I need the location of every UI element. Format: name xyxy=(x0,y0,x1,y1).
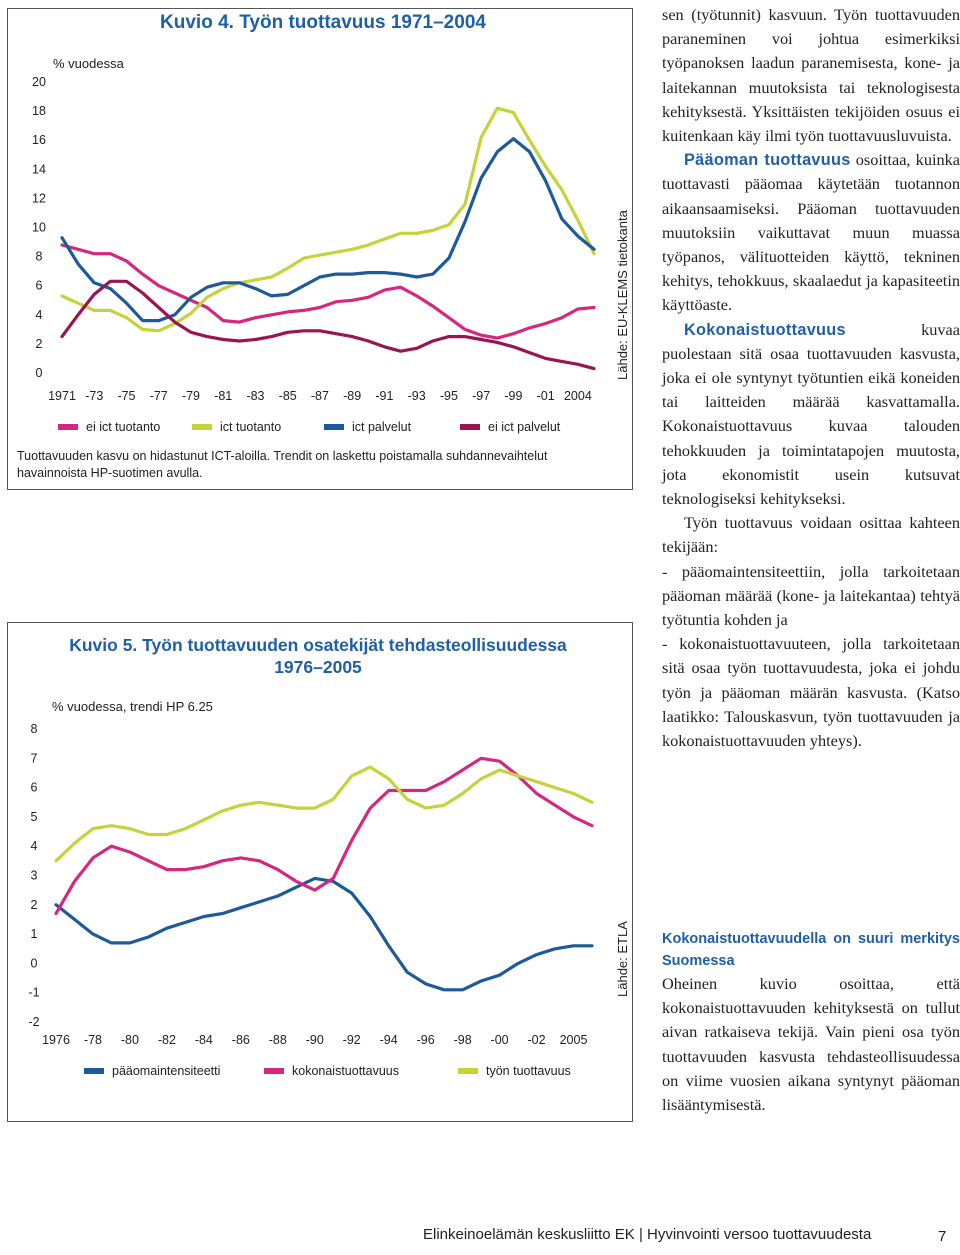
figure-2-title-years: 1976–2005 xyxy=(274,657,362,677)
paragraph-1: sen (työtunnit) kasvuun. Työn tuottavuuden paraneminen voi johtua esimerkiksi työpanoksen laadun paranemisesta, kone- ja laitekannan muutoksista tai teknologisesta kehityksestä. Yksittäisten tekijöiden osuus ei kuitenkaan käy ilmi työn tuottavuusluvuista. xyxy=(662,5,960,146)
paragraph-5: - pääomaintensiteettiin, jolla tarkoitetaan pääoman määrää (kone- ja laitekantaa) tehtyä työtuntia kohden ja xyxy=(662,561,960,630)
y-tick-label: 6 xyxy=(35,278,43,293)
y-tick-label: 4 xyxy=(30,839,38,854)
figure-2-ylabel: % vuodessa, trendi HP 6.25 xyxy=(52,699,213,714)
x-tick-label: -02 xyxy=(527,1033,546,1047)
figure-2-frame xyxy=(7,622,633,1122)
legend-item-kokonaistuottavuus xyxy=(264,1064,399,1078)
legend-item-paaomaintensiteetti xyxy=(84,1064,220,1078)
series-line-1 xyxy=(56,878,592,989)
legend-label: kokonaistuottavuus xyxy=(292,1064,400,1078)
y-tick-label: 18 xyxy=(32,104,46,119)
x-tick-label: -99 xyxy=(504,389,523,403)
text-column-bottom xyxy=(662,928,960,1117)
y-tick-label: 8 xyxy=(35,249,43,264)
y-tick-label: -2 xyxy=(28,1015,40,1029)
legend-label: ei ict palvelut xyxy=(488,420,561,434)
x-tick-label: -78 xyxy=(83,1033,103,1047)
x-tick-label: 1976 xyxy=(42,1033,70,1047)
legend-swatch xyxy=(58,424,78,430)
legend-item-ei-ict-tuotanto xyxy=(58,420,160,434)
y-tick-label: 20 xyxy=(32,75,46,89)
legend-swatch xyxy=(192,424,212,430)
paragraph-7: Oheinen kuvio osoittaa, että kokonaistuottavuuden kehityksestä on tullut aivan ratkaiseva tekijä. Vain pieni osa työn tuottavuuden kasvusta tehdasteollisuudessa on viime vuosien aikana syntynyt pääoman lisääntymisestä. xyxy=(662,974,960,1115)
y-tick-label: 5 xyxy=(30,809,38,824)
legend-label: työn tuottavuus xyxy=(486,1064,571,1078)
paragraph-2 xyxy=(662,148,960,317)
figure-1-frame xyxy=(7,8,633,490)
series-line-3 xyxy=(56,767,592,861)
legend-label: ict palvelut xyxy=(352,420,412,434)
x-tick-label: -91 xyxy=(375,389,394,403)
legend-item-ict-palvelut xyxy=(324,420,411,434)
x-tick-label: 1971 xyxy=(48,389,76,403)
x-tick-label: -84 xyxy=(194,1033,213,1047)
x-tick-label: -94 xyxy=(379,1033,398,1047)
x-tick-label: -97 xyxy=(472,389,491,403)
y-tick-label: 7 xyxy=(30,751,38,766)
footer-text: Elinkeinoelämän keskusliitto EK | Hyvinvointi versoo tuottavuudesta xyxy=(423,1226,872,1243)
y-tick-label: 6 xyxy=(30,780,38,795)
x-tick-label: -93 xyxy=(407,389,426,403)
x-tick-label: -73 xyxy=(85,389,104,403)
figure-1-title: Kuvio 4. Työn tuottavuus 1971–2004 xyxy=(160,12,486,33)
paragraph-3 xyxy=(662,318,960,512)
x-tick-label: -95 xyxy=(439,389,458,403)
paragraph-3-body: kuvaa puolestaan sitä osaa tuottavuuden kasvusta, joka ei ole syntynyt työtuntien eikä koneiden tai laitteiden määrää kasvattamalla. Kokonaistuottavuus kuvaa talouden tehokkuuden ja toimintatapojen muutosta, jota ekonomistit usein kutsuvat teknologiseksi kehitykseksi. xyxy=(662,319,960,509)
x-tick-label: -96 xyxy=(416,1033,435,1047)
x-tick-label: 2004 xyxy=(563,389,592,403)
figure-1-ylabel: % vuodessa xyxy=(53,56,124,71)
series-line-4 xyxy=(62,281,594,368)
figure-1-plot xyxy=(8,9,632,409)
x-tick-label: -80 xyxy=(120,1033,139,1047)
legend-label: ict tuotanto xyxy=(220,420,282,434)
series-line-2 xyxy=(56,758,592,913)
x-tick-label: -89 xyxy=(343,389,362,403)
legend-label: pääomaintensiteetti xyxy=(112,1064,221,1078)
y-tick-label: -1 xyxy=(28,985,40,1000)
x-tick-label: -83 xyxy=(246,389,265,403)
y-tick-label: 16 xyxy=(32,133,46,148)
y-tick-label: 2 xyxy=(30,897,38,912)
x-tick-label: -79 xyxy=(181,389,201,403)
x-tick-label: -75 xyxy=(117,389,136,403)
legend-item-ei-ict-palvelut xyxy=(460,420,560,434)
source-label: Lähde: ETLA xyxy=(615,921,630,997)
paragraph-4: Työn tuottavuus voidaan osittaa kahteen tekijään: xyxy=(662,513,960,557)
y-tick-label: 10 xyxy=(32,220,46,235)
term-paaoman-tuottavuus: Pääoman tuottavuus xyxy=(684,151,851,170)
legend-swatch xyxy=(324,424,344,430)
x-tick-label: -87 xyxy=(310,389,329,403)
x-tick-label: -01 xyxy=(536,389,555,403)
x-tick-label: -98 xyxy=(453,1033,472,1047)
y-tick-label: 4 xyxy=(35,307,43,322)
figure-2-title: Kuvio 5. Työn tuottavuuden osatekijät tehdasteollisuudessa xyxy=(69,635,567,655)
x-tick-label: -81 xyxy=(214,389,233,403)
figure-1-note: Tuottavuuden kasvu on hidastunut ICT-aloilla. Trendit on laskettu poistamalla suhdannevaihtelut havainnoista HP-suotimen avulla. xyxy=(17,449,548,480)
source-label: Lähde: EU-KLEMS tietokanta xyxy=(615,210,630,380)
x-tick-label: -77 xyxy=(149,389,168,403)
x-tick-label: -92 xyxy=(342,1033,361,1047)
x-tick-label: -82 xyxy=(157,1033,176,1047)
x-tick-label: -90 xyxy=(305,1033,324,1047)
term-kokonaistuottavuus: Kokonaistuottavuus xyxy=(684,320,846,339)
section-heading: Kokonaistuottavuudella on suuri merkitys Suomessa xyxy=(662,931,960,969)
y-tick-label: 14 xyxy=(32,162,46,177)
legend-item-ict-tuotanto xyxy=(192,420,281,434)
x-tick-label: -85 xyxy=(278,389,297,403)
y-tick-label: 8 xyxy=(30,722,38,736)
legend-label: ei ict tuotanto xyxy=(86,420,161,434)
paragraph-2-body: osoittaa, kuinka tuottavasti pääomaa käytetään tuotannon aikaansaamiseksi. Pääoman tuottavuuden muutoksiin vaikuttavat muun muassa työpanos, välituotteiden käyttö, tekninen kehitys, tehokkuus, skaalaedut ja kapasiteetin käyttöaste. xyxy=(662,150,960,315)
page-number: 7 xyxy=(938,1228,947,1245)
y-tick-label: 0 xyxy=(35,366,43,380)
y-tick-label: 3 xyxy=(30,868,38,883)
y-tick-label: 0 xyxy=(30,956,38,971)
x-tick-label: -86 xyxy=(231,1033,250,1047)
x-tick-label: -88 xyxy=(268,1033,287,1047)
legend-swatch xyxy=(264,1068,284,1074)
figure-2-plot xyxy=(8,623,632,1053)
text-column-top xyxy=(662,3,960,753)
y-tick-label: 2 xyxy=(35,336,43,351)
series-line-2 xyxy=(62,108,594,331)
y-tick-label: 1 xyxy=(30,927,38,942)
y-tick-label: 12 xyxy=(32,191,46,206)
legend-swatch xyxy=(84,1068,104,1074)
x-tick-label: -00 xyxy=(490,1033,509,1047)
legend-swatch xyxy=(460,424,480,430)
paragraph-6: - kokonaistuottavuuteen, jolla tarkoitetaan sitä osaa työn tuottavuudesta, joka ei johdu työn ja pääoman määrän kasvusta. (Katso laatikko: Talouskasvun, työn tuottavuuden ja kokonaistuottavuuden yhteys). xyxy=(662,634,960,751)
legend-item-tyon-tuottavuus xyxy=(458,1064,571,1078)
x-tick-label: 2005 xyxy=(559,1033,588,1047)
legend-swatch xyxy=(458,1068,478,1074)
